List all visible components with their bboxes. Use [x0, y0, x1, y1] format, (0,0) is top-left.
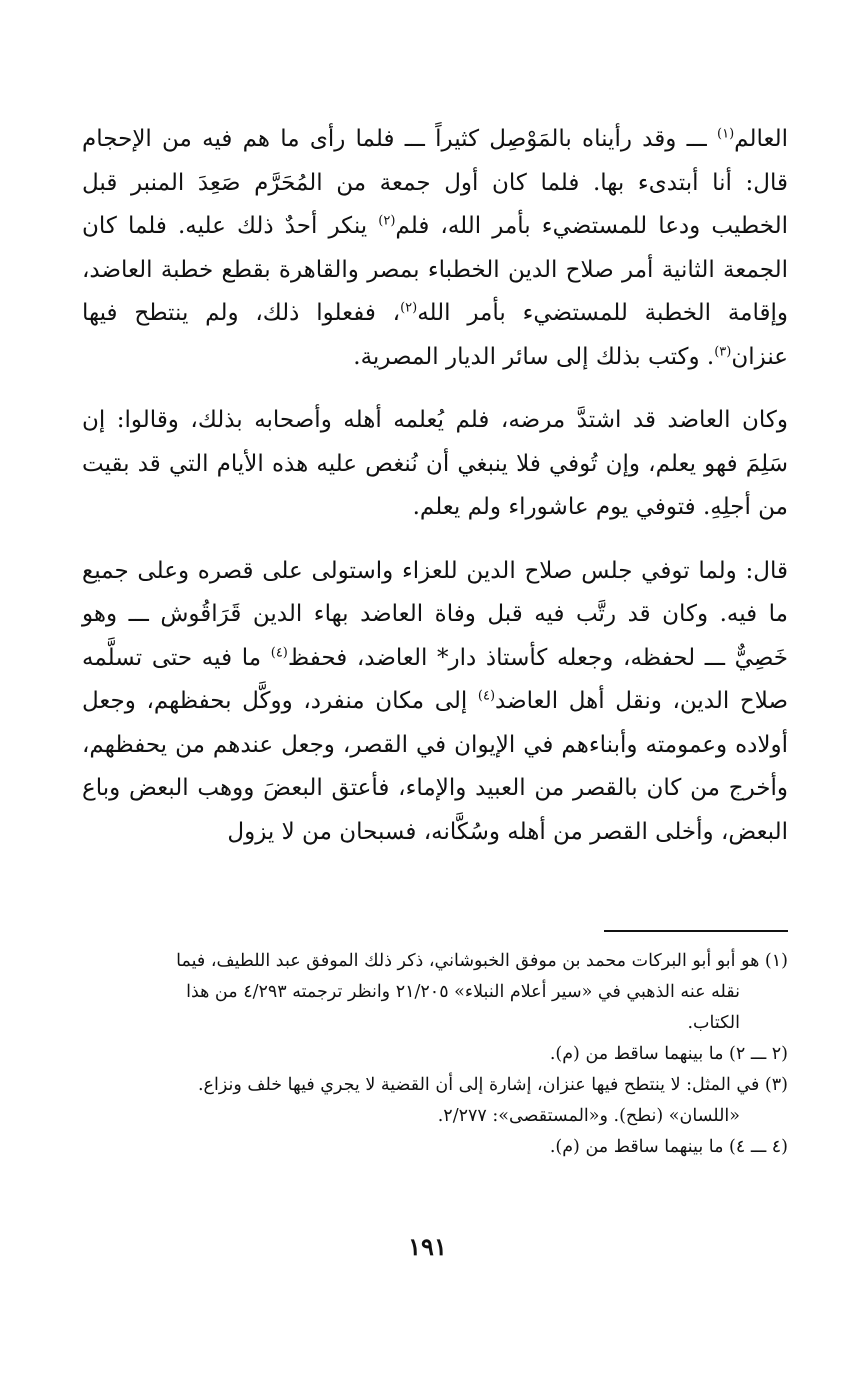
footnote-line: «اللسان» (نطح). و«المستقصى»: ٢/٢٧٧. [437, 1106, 740, 1126]
footnote-ref: (١) [717, 126, 735, 142]
text-run: ما فيه حتى تسلَّمه صلاح الدين، ونقل أهل العاضد [82, 644, 788, 714]
main-text [82, 118, 788, 854]
paragraph-3 [82, 550, 788, 855]
footnote-4: (٤ ـــ ٤) ما بينهما ساقط من (م). [549, 1137, 788, 1157]
paragraph-1 [82, 118, 788, 379]
footnote-ref: (٣) [714, 343, 732, 359]
footnote-ref: (٢) [400, 300, 418, 316]
text-run: ـــ وقد رأيناه بالمَوْصِل كثيراً ـــ فلما رأى ما هم فيه من الإحجام قال: أنا أبتدىء بها. فلما كان أول جمعة من المُحَرَّم صَعِدَ المنبر قبل الخطيب ودعا للمستضيء بأمر الله، فلم [82, 126, 788, 239]
footnote-ref: (٤) [270, 644, 288, 660]
footnote-ref: (٤) [477, 688, 496, 704]
footnote-separator [604, 930, 788, 932]
footnote-3 [82, 1070, 788, 1132]
text-run: . وكتب بذلك إلى سائر الديار المصرية. [353, 343, 715, 370]
text-run: ينكر أحدٌ ذلك عليه. فلما كان الجمعة الثانية أمر صلاح الدين الخطباء بمصر والقاهرة بقطع خطبة العاضد، وإقامة الخطبة للمستضيء بأمر الله [82, 213, 789, 326]
footnote-line: نقله عنه الذهبي في «سير أعلام النبلاء» ٢١/٢٠٥ وانظر ترجمته ٤/٢٩٣ من هذا [186, 982, 740, 1002]
footnote-2: (٢ ـــ ٢) ما بينهما ساقط من (م). [549, 1044, 788, 1064]
footnotes [82, 946, 788, 1163]
text-run: ، ففعلوا ذلك، ولم ينتطح فيها عنزان [82, 300, 788, 370]
text-run: إلى مكان منفرد، ووكَّل بحفظهم، وجعل أولاده وعمومته وأبناءهم في الإيوان في القصر، وجعل عندهم من يحفظهم، وأخرج من كان بالقصر من العبيد والإماء، فأعتق البعضَ ووهب البعض وباع البعض، وأخلى القصر من أهله وسُكَّانه، فسبحان من لا يزول [82, 688, 788, 845]
text-run: العالم [734, 126, 788, 152]
page-number: ١٩١ [408, 1232, 447, 1261]
footnote-1 [82, 946, 788, 1039]
footnote-line: (٣) في المثل: لا ينتطح فيها عنزان، إشارة إلى أن القضية لا يجري فيها خلف ونزاع. [197, 1075, 788, 1095]
text-run: قال: ولما توفي جلس صلاح الدين للعزاء واستولى على قصره وعلى جميع ما فيه. وكان قد رتَّب فيه قبل وفاة العاضد بهاء الدين قَرَاقُوش ـــ وهو خَصِيٌّ ـــ لحفظه، وجعله كأستاذ دار* العاضد، فحفظ [82, 557, 789, 671]
footnote-line: (١) هو أبو أبو البركات محمد بن موفق الخبوشاني، ذكر ذلك الموفق عبد اللطيف، فيما [176, 951, 788, 971]
footnote-line: الكتاب. [687, 1013, 740, 1033]
footnote-ref: (٢) [378, 213, 396, 229]
paragraph-2: وكان العاضد قد اشتدَّ مرضه، فلم يُعلمه أهله وأصحابه بذلك، وقالوا: إن سَلِمَ فهو يعلم، وإن تُوفي فلا ينبغي أن نُنغص عليه هذه الأيام التي قد بقيت من أجلِهِ. فتوفي يوم عاشوراء ولم يعلم. [82, 407, 788, 520]
